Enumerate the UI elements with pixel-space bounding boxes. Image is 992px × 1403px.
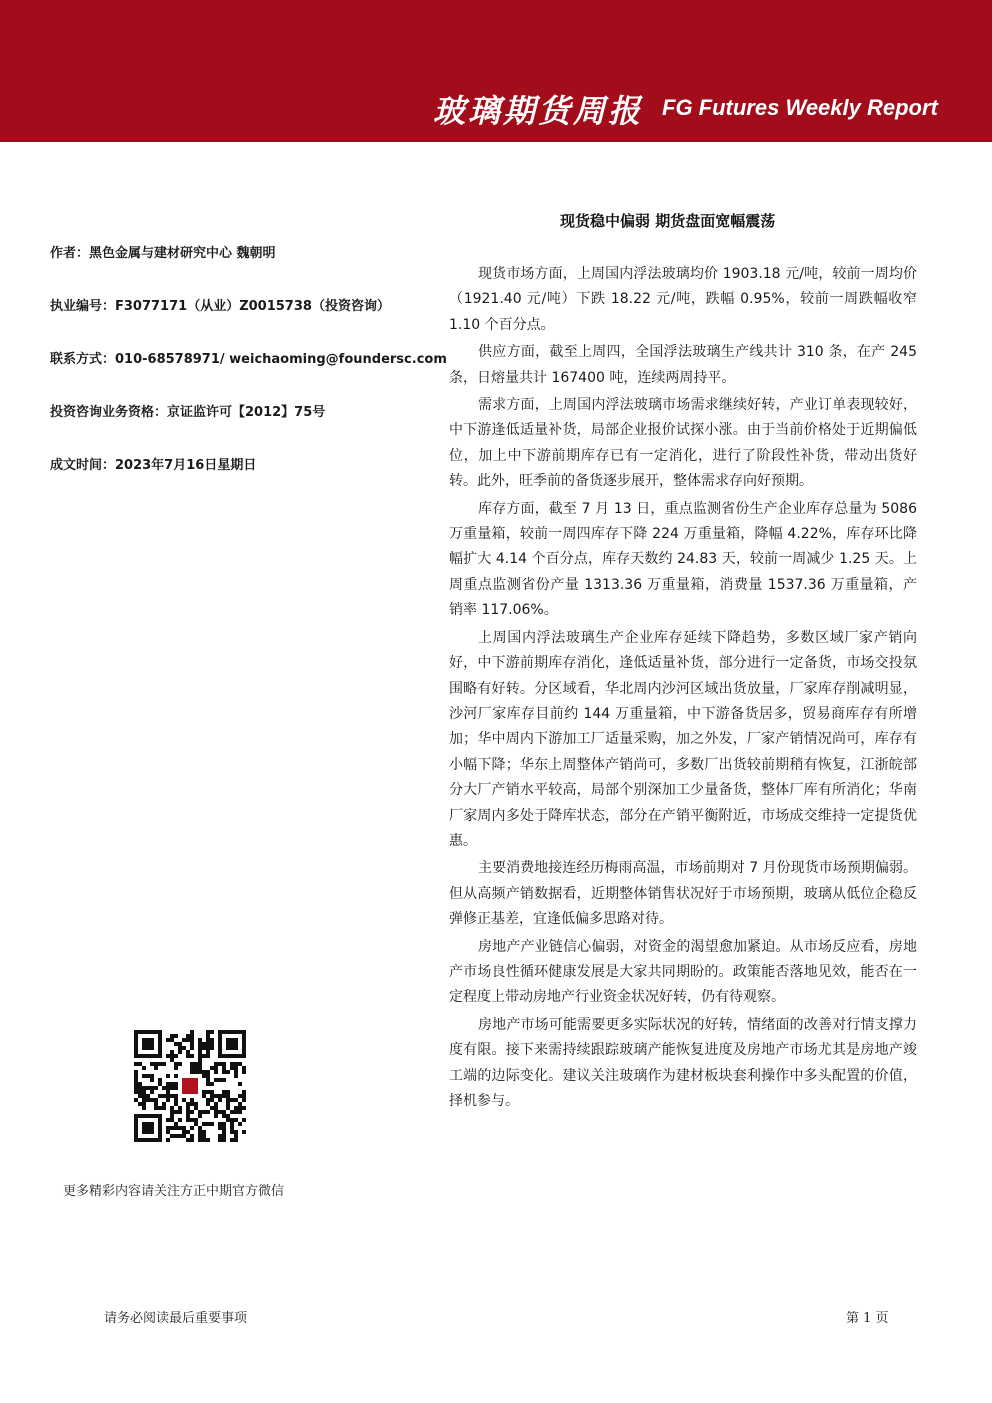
contact-line: 联系方式：010-68578971/ weichaoming@foundersc.com bbox=[50, 352, 447, 367]
paragraph-real-estate: 房地产产业链信心偏弱，对资金的渴望愈加紧迫。从市场反应看，房地产市场良性循环健康发展是大家共同期盼的。政策能否落地见效，能否在一定程度上带动房地产行业资金状况好转，仍有待观察。 bbox=[449, 938, 917, 1006]
author-line: 作者：黑色金属与建材研究中心 魏朝明 bbox=[50, 246, 276, 261]
article-body bbox=[449, 262, 917, 1116]
article-headline: 现货稳中偏弱 期货盘面宽幅震荡 bbox=[560, 212, 776, 230]
footer-disclaimer: 请务必阅读最后重要事项 bbox=[104, 1311, 248, 1326]
date-line: 成文时间：2023年7月16日星期日 bbox=[50, 458, 257, 473]
paragraph-demand: 需求方面，上周国内浮法玻璃市场需求继续好转，产业订单表现较好，中下游逢低适量补货，局部企业报价试探小涨。由于当前价格处于近期偏低位，加上中下游前期库存已有一定消化，进行了阶段性补货，带动出货好转。此外，旺季前的备货逐步展开，整体需求存向好预期。 bbox=[449, 397, 917, 490]
qr-code bbox=[134, 1030, 246, 1142]
license-number-line: 执业编号：F3077171（从业）Z0015738（投资咨询） bbox=[50, 299, 390, 314]
qr-code-image bbox=[134, 1030, 246, 1142]
page-number: 第 1 页 bbox=[846, 1311, 889, 1326]
report-title-en: FG Futures Weekly Report bbox=[662, 95, 938, 120]
author-info bbox=[50, 243, 450, 508]
qr-caption: 更多精彩内容请关注方正中期官方微信 bbox=[63, 1184, 285, 1199]
paragraph-outlook: 房地产市场可能需要更多实际状况的好转，情绪面的改善对行情支撑力度有限。接下来需持续跟踪玻璃产能恢复进度及房地产市场尤其是房地产竣工端的边际变化。建议关注玻璃作为建材板块套利操作中多头配置的价值，择机参与。 bbox=[449, 1016, 917, 1109]
paragraph-supply: 供应方面，截至上周四，全国浮法玻璃生产线共计 310 条，在产 245 条，日熔量共计 167400 吨，连续两周持平。 bbox=[449, 344, 917, 386]
paragraph-regional: 上周国内浮法玻璃生产企业库存延续下降趋势，多数区域厂家产销向好，中下游前期库存消化，逢低适量补货，部分进行一定备货，市场交投氛围略有好转。分区域看，华北周内沙河区域出货放量，厂家库存削减明显，沙河厂家库存目前约 144 万重量箱，中下游备货居多，贸易商库存有所增加；华中周内下游加工厂适量采购，加之外发，厂家产销情况尚可，库存有小幅下降；华东上周整体产销尚可，多数厂出货较前期稍有恢复，江浙皖部分大厂产销水平较高，局部个别深加工少量备货，整体厂库有所消化；华南厂家周内多处于降库状态，部分在产销平衡附近，市场成交维持一定提货优惠。 bbox=[449, 629, 917, 849]
paragraph-consumption: 主要消费地接连经历梅雨高温，市场前期对 7 月份现货市场预期偏弱。但从高频产销数据看，近期整体销售状况好于市场预期，玻璃从低位企稳反弹修正基差，宜逢低偏多思路对待。 bbox=[449, 860, 917, 928]
qualification-line: 投资咨询业务资格：京证监许可【2012】75号 bbox=[50, 405, 326, 420]
paragraph-spot-market: 现货市场方面，上周国内浮法玻璃均价 1903.18 元/吨，较前一周均价（1921.40 元/吨）下跌 18.22 元/吨，跌幅 0.95%，较前一周跌幅收窄 1.10 个百分点。 bbox=[449, 266, 917, 333]
report-header-banner bbox=[0, 0, 992, 142]
report-title-cn: 玻璃期货周报 bbox=[433, 92, 644, 130]
paragraph-inventory: 库存方面，截至 7 月 13 日，重点监测省份生产企业库存总量为 5086 万重量箱，较前一周四库存下降 224 万重量箱，降幅 4.22%，库存环比降幅扩大 4.14 个百分点，库存天数约 24.83 天，较前一周减少 1.25 天。上周重点监测省份产量 1313.36 万重量箱，消费量 1537.36 万重量箱，产销率 117.06%。 bbox=[449, 500, 917, 619]
